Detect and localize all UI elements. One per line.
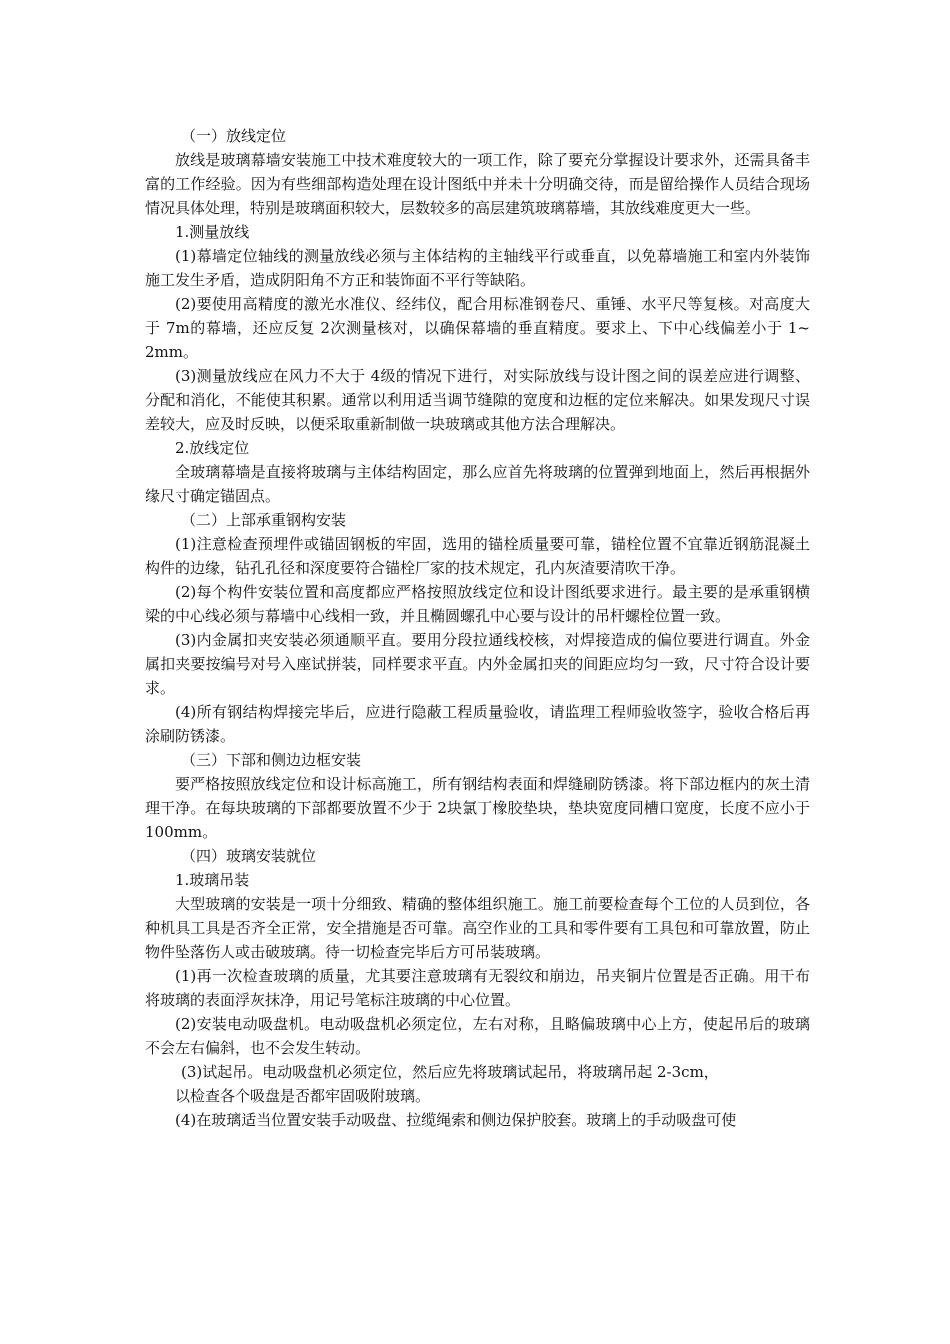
section-heading-1: （一）放线定位 xyxy=(181,127,287,145)
section-heading-3: （三）下部和侧边边框安装 xyxy=(181,751,362,769)
paragraph: (2)每个构件安装位置和高度都应严格按照放线定位和设计图纸要求进行。最主要的是承重钢横梁的中心线必须与幕墙中心线相一致，并且椭圆螺孔中心要与设计的吊杆螺栓位置一致。 xyxy=(145,583,810,625)
paragraph: (1)幕墙定位轴线的测量放线必须与主体结构的主轴线平行或垂直，以免幕墙施工和室内外装饰施工发生矛盾，造成阴阳角不方正和装饰面不平行等缺陷。 xyxy=(145,247,810,289)
subheading: 1.玻璃吊装 xyxy=(175,871,250,889)
subheading: 2.放线定位 xyxy=(175,439,250,457)
paragraph: (2)要使用高精度的激光水准仪、经纬仪，配合用标准钢卷尺、重锤、水平尺等复核。对高度大于 7m的幕墙，还应反复 2次测量核对，以确保幕墙的垂直精度。要求上、下中心线偏差小于 1~ 2mm。 xyxy=(145,295,810,361)
subheading: 1.测量放线 xyxy=(175,223,250,241)
paragraph: (4)在玻璃适当位置安装手动吸盘、拉缆绳索和侧边保护胶套。玻璃上的手动吸盘可使 xyxy=(175,1111,737,1129)
paragraph: 以检查各个吸盘是否都牢固吸附玻璃。 xyxy=(175,1087,431,1105)
paragraph: (2)安装电动吸盘机。电动吸盘机必须定位，左右对称，且略偏玻璃中心上方，使起吊后的玻璃不会左右偏斜，也不会发生转动。 xyxy=(145,1015,810,1057)
paragraph: (3)试起吊。电动吸盘机必须定位，然后应先将玻璃试起吊，将玻璃吊起 2-3cm， xyxy=(181,1063,719,1081)
paragraph: 全玻璃幕墙是直接将玻璃与主体结构固定，那么应首先将玻璃的位置弹到地面上，然后再根据外缘尺寸确定锚固点。 xyxy=(145,463,810,505)
paragraph: 要严格按照放线定位和设计标高施工，所有钢结构表面和焊缝刷防锈漆。将下部边框内的灰土清理干净。在每块玻璃的下部都要放置不少于 2块氯丁橡胶垫块，垫块宽度同槽口宽度，长度不应小于 100mm。 xyxy=(145,775,810,841)
document-body xyxy=(145,124,810,1132)
section-heading-2: （二）上部承重钢构安装 xyxy=(181,511,347,529)
paragraph: 大型玻璃的安装是一项十分细致、精确的整体组织施工。施工前要检查每个工位的人员到位，各种机具工具是否齐全正常，安全措施是否可靠。高空作业的工具和零件要有工具包和可靠放置，防止物件坠落伤人或击破玻璃。待一切检查完毕后方可吊装玻璃。 xyxy=(145,895,810,961)
paragraph: (1)再一次检查玻璃的质量，尤其要注意玻璃有无裂纹和崩边，吊夹铜片位置是否正确。用干布将玻璃的表面浮灰抹净，用记号笔标注玻璃的中心位置。 xyxy=(145,967,810,1009)
paragraph: (3)内金属扣夹安装必须通顺平直。要用分段拉通线校核，对焊接造成的偏位要进行调直。外金属扣夹要按编号对号入座试拼装，同样要求平直。内外金属扣夹的间距应均匀一致，尺寸符合设计要求。 xyxy=(145,631,810,697)
section-heading-4: （四）玻璃安装就位 xyxy=(181,847,317,865)
paragraph: 放线是玻璃幕墙安装施工中技术难度较大的一项工作，除了要充分掌握设计要求外，还需具备丰富的工作经验。因为有些细部构造处理在设计图纸中并未十分明确交待，而是留给操作人员结合现场情况具体处理，特别是玻璃面积较大，层数较多的高层建筑玻璃幕墙，其放线难度更大一些。 xyxy=(145,151,810,217)
paragraph: (3)测量放线应在风力不大于 4级的情况下进行，对实际放线与设计图之间的误差应进行调整、分配和消化，不能使其积累。通常以利用适当调节缝隙的宽度和边框的定位来解决。如果发现尺寸误差较大，应及时反映，以便采取重新制做一块玻璃或其他方法合理解决。 xyxy=(145,367,810,433)
paragraph: (4)所有钢结构焊接完毕后，应进行隐蔽工程质量验收，请监理工程师验收签字，验收合格后再涂刷防锈漆。 xyxy=(145,703,810,745)
paragraph: (1)注意检查预埋件或锚固钢板的牢固，选用的锚栓质量要可靠，锚栓位置不宜靠近钢筋混凝土构件的边缘，钻孔孔径和深度要符合锚栓厂家的技术规定，孔内灰渣要清吹干净。 xyxy=(145,535,810,577)
